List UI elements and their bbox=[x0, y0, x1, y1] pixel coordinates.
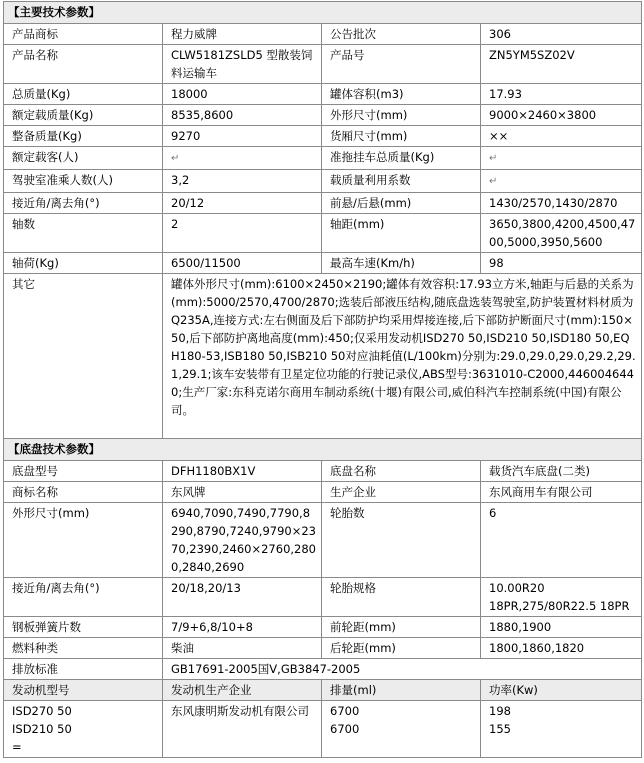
table-row-other bbox=[4, 274, 642, 439]
table-row bbox=[4, 214, 642, 253]
emission-value: GB17691-2005国V,GB3847-2005 bbox=[163, 659, 642, 680]
field-label: 总质量(Kg) bbox=[4, 84, 163, 105]
field-label: 最高车速(Km/h) bbox=[322, 253, 481, 274]
table-row bbox=[4, 638, 642, 659]
other-label: 其它 bbox=[4, 274, 163, 439]
field-value: 3650,3800,4200,4500,4700,5000,3950,5600 bbox=[481, 214, 642, 253]
spec-table bbox=[3, 1, 642, 758]
field-value: 20/18,20/13 bbox=[163, 578, 322, 617]
table-row-emission bbox=[4, 659, 642, 680]
field-value: 6940,7090,7490,7790,8290,8790,7240,9790×2370,2390,2460×2760,2800,2840,2690 bbox=[163, 503, 322, 578]
field-label: 公告批次 bbox=[322, 24, 481, 45]
field-label: 驾驶室准乘人数(人) bbox=[4, 170, 163, 193]
chassis-section bbox=[4, 439, 642, 659]
section-title-chassis: 【底盘技术参数】 bbox=[4, 439, 642, 461]
engine-header-model: 发动机型号 bbox=[4, 680, 163, 701]
table-row bbox=[4, 84, 642, 105]
field-label: 外形尺寸(mm) bbox=[322, 105, 481, 126]
field-label: 底盘名称 bbox=[322, 461, 481, 482]
field-value: CLW5181ZSLD5 型散装饲料运输车 bbox=[163, 45, 322, 84]
other-text: 罐体外形尺寸(mm):6100×2450×2190;罐体有效容积:17.93立方米,轴距与后悬的关系为(mm):5000/2570,4700/2870;选装后部液压结构,随底盘选装驾驶室,防护装置材料材质为Q235A,连接方式:左右侧面及后下部防护均采用焊接连接,后下部防护断面尺寸(mm):150×50,后下部防护离地高度(mm):450;仅采用发动机ISD270 50,ISD210 50,ISD180 50,EQH180-53,ISB180 50,ISB210 50对应油耗值(L/100km)分别为:29.0,29.0,29.0,29.2,29.1,29.1;该车安装带有卫星定位功能的行驶记录仪,ABS型号:3631010-C2000,4460046440;生产厂家:东科克诺尔商用车制动系统(十堰)有限公司,威伯科汽车控制系统(中国)有限公司。 bbox=[163, 274, 642, 439]
engine-header-maker: 发动机生产企业 bbox=[163, 680, 322, 701]
field-label: 轴距(mm) bbox=[322, 214, 481, 253]
field-value: 9270 bbox=[163, 126, 322, 147]
table-row bbox=[4, 482, 642, 503]
engine-header-power: 功率(Kw) bbox=[481, 680, 642, 701]
field-label: 外形尺寸(mm) bbox=[4, 503, 163, 578]
field-label: 额定载客(人) bbox=[4, 147, 163, 170]
field-value: 9000×2460×3800 bbox=[481, 105, 642, 126]
spec-sheet bbox=[3, 1, 641, 758]
field-label: 产品商标 bbox=[4, 24, 163, 45]
field-label: 罐体容积(m3) bbox=[322, 84, 481, 105]
field-value: 8535,8600 bbox=[163, 105, 322, 126]
field-value: 程力威牌 bbox=[163, 24, 322, 45]
field-label: 接近角/离去角(°) bbox=[4, 193, 163, 214]
field-label: 货厢尺寸(mm) bbox=[322, 126, 481, 147]
field-value: 柴油 bbox=[163, 638, 322, 659]
field-value bbox=[481, 147, 642, 170]
field-label: 生产企业 bbox=[322, 482, 481, 503]
field-value: 2 bbox=[163, 214, 322, 253]
engine-power: 198 155 bbox=[481, 701, 642, 758]
section-header-chassis bbox=[4, 439, 642, 461]
field-label: 燃料种类 bbox=[4, 638, 163, 659]
field-label: 产品号 bbox=[322, 45, 481, 84]
field-value: 东风牌 bbox=[163, 482, 322, 503]
emission-label: 排放标准 bbox=[4, 659, 163, 680]
table-row bbox=[4, 170, 642, 193]
table-row bbox=[4, 105, 642, 126]
field-value: 18000 bbox=[163, 84, 322, 105]
field-value: ZN5YM5SZ02V bbox=[481, 45, 642, 84]
field-value: ×× bbox=[481, 126, 642, 147]
paragraph-mark: ↵ bbox=[171, 153, 180, 164]
field-value: 东风商用车有限公司 bbox=[481, 482, 642, 503]
field-label: 整备质量(Kg) bbox=[4, 126, 163, 147]
field-label: 接近角/离去角(°) bbox=[4, 578, 163, 617]
field-value: 载货汽车底盘(二类) bbox=[481, 461, 642, 482]
field-label: 后轮距(mm) bbox=[322, 638, 481, 659]
field-label: 轴数 bbox=[4, 214, 163, 253]
engine-header-displacement: 排量(ml) bbox=[322, 680, 481, 701]
field-value bbox=[163, 147, 322, 170]
field-value: DFH1180BX1V bbox=[163, 461, 322, 482]
field-label: 载质量利用系数 bbox=[322, 170, 481, 193]
field-label: 轮胎数 bbox=[322, 503, 481, 578]
field-value: 98 bbox=[481, 253, 642, 274]
field-label: 底盘型号 bbox=[4, 461, 163, 482]
field-value: 7/9+6,8/10+8 bbox=[163, 617, 322, 638]
field-value: 3,2 bbox=[163, 170, 322, 193]
table-row bbox=[4, 45, 642, 84]
table-row bbox=[4, 253, 642, 274]
field-value bbox=[481, 170, 642, 193]
field-label: 钢板弹簧片数 bbox=[4, 617, 163, 638]
field-value: 20/12 bbox=[163, 193, 322, 214]
section-title-main: 【主要技术参数】 bbox=[4, 2, 642, 24]
main-section bbox=[4, 2, 642, 274]
table-row bbox=[4, 126, 642, 147]
table-row bbox=[4, 24, 642, 45]
field-value: 306 bbox=[481, 24, 642, 45]
engine-section bbox=[4, 659, 642, 758]
table-row bbox=[4, 617, 642, 638]
table-row bbox=[4, 193, 642, 214]
field-value: 1430/2570,1430/2870 bbox=[481, 193, 642, 214]
field-label: 轮胎规格 bbox=[322, 578, 481, 617]
field-value: 6500/11500 bbox=[163, 253, 322, 274]
field-label: 前轮距(mm) bbox=[322, 617, 481, 638]
table-row bbox=[4, 578, 642, 617]
paragraph-mark: ↵ bbox=[489, 153, 498, 164]
field-value: 10.00R20 18PR,275/80R22.5 18PR bbox=[481, 578, 642, 617]
engine-displacement: 6700 6700 bbox=[322, 701, 481, 758]
table-row bbox=[4, 461, 642, 482]
field-label: 商标名称 bbox=[4, 482, 163, 503]
engine-maker: 东风康明斯发动机有限公司 bbox=[163, 701, 322, 758]
engine-header-row bbox=[4, 680, 642, 701]
engine-data-row bbox=[4, 701, 642, 758]
field-label: 轴荷(Kg) bbox=[4, 253, 163, 274]
field-label: 准拖挂车总质量(Kg) bbox=[322, 147, 481, 170]
field-value: 1880,1900 bbox=[481, 617, 642, 638]
field-value: 1800,1860,1820 bbox=[481, 638, 642, 659]
field-value: 6 bbox=[481, 503, 642, 578]
section-header-main bbox=[4, 2, 642, 24]
table-row bbox=[4, 503, 642, 578]
field-label: 额定载质量(Kg) bbox=[4, 105, 163, 126]
engine-models: ISD270 50 ISD210 50 = bbox=[4, 701, 163, 758]
field-label: 产品名称 bbox=[4, 45, 163, 84]
other-section bbox=[4, 274, 642, 439]
paragraph-mark: ↵ bbox=[489, 176, 498, 187]
table-row bbox=[4, 147, 642, 170]
field-label: 前悬/后悬(mm) bbox=[322, 193, 481, 214]
field-value: 17.93 bbox=[481, 84, 642, 105]
